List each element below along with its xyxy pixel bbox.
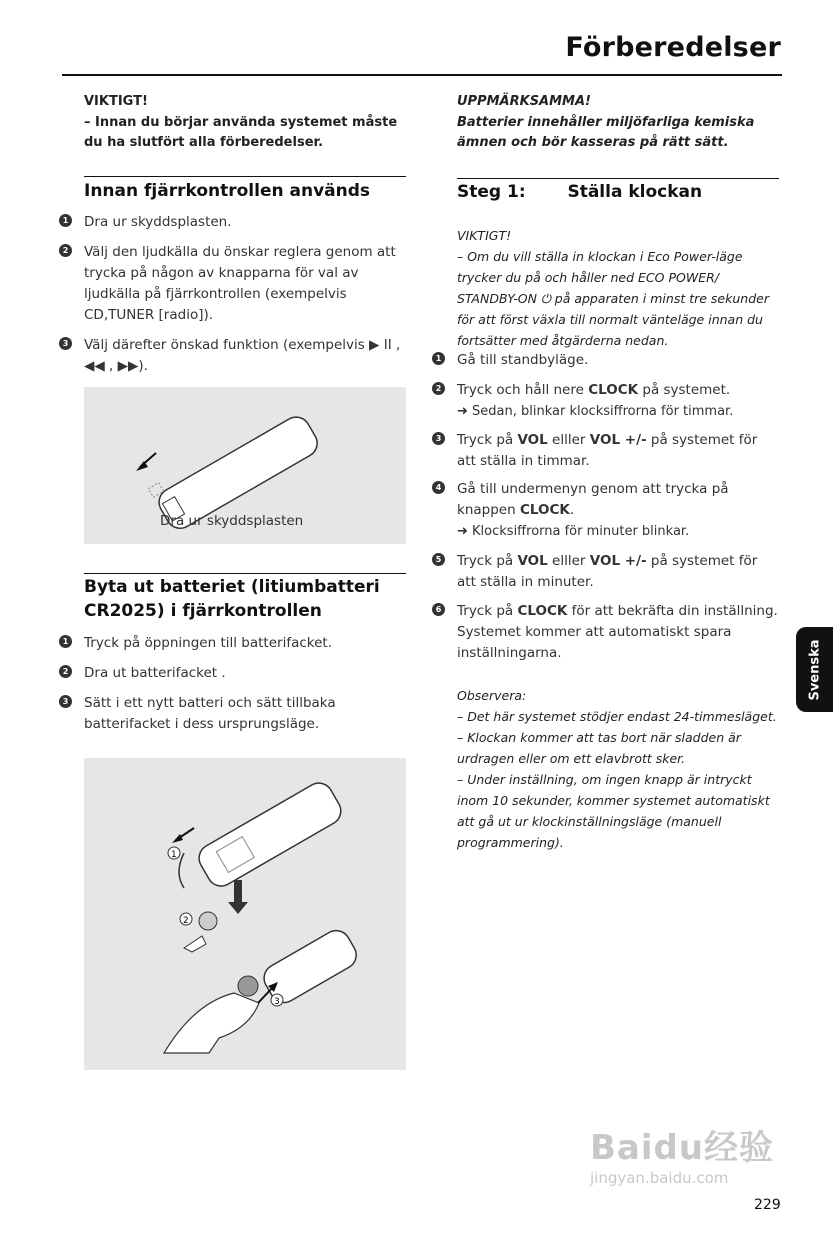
page-title: Förberedelser	[565, 32, 781, 63]
language-tab-label: Svenska	[807, 638, 822, 701]
step-result: ➜ Klocksiffrorna för minuter blinkar.	[457, 524, 690, 539]
step-text: Tryck på	[457, 432, 518, 448]
step-text: .	[569, 502, 575, 518]
step-number-2: 2	[432, 382, 445, 395]
step-text: Tryck på	[457, 603, 518, 619]
step-text: Dra ur skyddsplasten.	[84, 214, 232, 230]
step-number-2: 2	[59, 665, 72, 678]
step-label-2: 2	[183, 916, 189, 926]
important-title: VIKTIGT!	[84, 94, 148, 109]
step-text: elller	[547, 553, 590, 569]
section-title-text: Ställa klockan	[567, 182, 703, 202]
observe-item: – Klockan kommer att tas bort när sladden är urdragen eller om ett elavbrott sker.	[457, 730, 741, 766]
button-name: CLOCK	[517, 603, 568, 619]
step-text: Välj därefter önskad funktion (exempelvis ▶ II , ◀◀ , ▶▶).	[84, 337, 401, 374]
step-text: Gå till standbyläge.	[457, 352, 589, 368]
section-rule	[84, 176, 406, 177]
section-title-remote-prep: Innan fjärrkontrollen används	[84, 181, 371, 201]
step-number-4: 4	[432, 481, 445, 494]
clock-step	[457, 601, 779, 664]
clock-step	[457, 479, 779, 542]
step-label: Steg 1:	[457, 182, 526, 202]
step-result: ➜ Sedan, blinkar klocksiffrorna för timmar.	[457, 404, 734, 419]
step-number-1: 1	[59, 635, 72, 648]
section-title-clock	[457, 180, 779, 204]
caution-notice	[457, 92, 779, 154]
section-rule	[457, 178, 779, 179]
step-number-3: 3	[59, 337, 72, 350]
watermark-url: jingyan.baidu.com	[590, 1169, 729, 1187]
step-text: Välj den ljudkälla du önskar reglera genom att trycka på någon av knapparna för val av ljudkälla på fjärrkontrollen (exempelvis CD,TUNER [radio]).	[84, 244, 396, 323]
watermark-brand: Baidu经验	[590, 1128, 775, 1168]
step-text: för att bekräfta din inställning. Systemet kommer att automatiskt spara inställningarna.	[457, 603, 778, 661]
button-name: CLOCK	[519, 502, 570, 518]
step-text: Tryck på	[457, 553, 518, 569]
step-number-2: 2	[59, 244, 72, 257]
observe-item: – Det här systemet stödjer endast 24-timmesläget.	[457, 709, 777, 724]
step-label-3: 3	[274, 997, 280, 1007]
button-name: VOL +/-	[589, 432, 647, 448]
clock-step	[457, 430, 779, 472]
step-text: Sätt i ett nytt batteri och sätt tillbaka batterifacket i dess ursprungsläge.	[84, 695, 336, 732]
step-number-1: 1	[432, 352, 445, 365]
figure-caption: Dra ur skyddsplasten	[160, 513, 304, 529]
step-text: Dra ut batterifacket .	[84, 665, 226, 681]
step-number-6: 6	[432, 603, 445, 616]
step-text: Gå till undermenyn genom att trycka på knappen	[457, 481, 729, 518]
clock-step	[457, 380, 779, 422]
step-text: Tryck på öppningen till batterifacket.	[84, 635, 332, 651]
section-title-battery: Byta ut batteriet (litiumbatteri CR2025) i fjärrkontrollen	[84, 577, 380, 621]
button-name: VOL	[517, 432, 548, 448]
remote-plastic-figure	[84, 387, 406, 544]
button-name: CLOCK	[588, 382, 639, 398]
step-text: elller	[547, 432, 590, 448]
header-rule	[62, 74, 782, 76]
watermark	[590, 1120, 774, 1187]
step-label-1: 1	[171, 850, 177, 860]
step-text: på systemet för att ställa in minuter.	[457, 553, 758, 590]
step-text: på systemet.	[638, 382, 731, 398]
battery-replacement-figure	[84, 758, 406, 1070]
language-tab	[796, 627, 833, 712]
battery-illustration	[84, 758, 406, 1070]
step-number-5: 5	[432, 553, 445, 566]
step-number-3: 3	[432, 432, 445, 445]
step-number-1: 1	[59, 214, 72, 227]
clock-important-title: VIKTIGT!	[457, 228, 512, 243]
important-text: – Innan du börjar använda systemet måste du ha slutfört alla förberedelser.	[84, 114, 398, 150]
observe-notes	[457, 685, 779, 853]
section-rule	[84, 573, 406, 574]
clock-important-notice	[457, 225, 779, 351]
clock-step	[457, 350, 779, 371]
clock-important-text: – Om du vill ställa in klockan i Eco Power-läge trycker du på och håller ned ECO POWER/ STANDBY-ON ⏻ på apparaten i minst tre sekunder för att först växla till normalt vänteläge innan du fortsätter med åtgärderna nedan.	[457, 249, 769, 348]
step-text: Tryck och håll nere	[457, 382, 589, 398]
caution-text: Batterier innehåller miljöfarliga kemiska ämnen och bör kasseras på rätt sätt.	[457, 114, 755, 150]
button-name: VOL +/-	[589, 553, 647, 569]
clock-step	[457, 551, 779, 593]
caution-title: UPPMÄRKSAMMA!	[457, 94, 591, 109]
observe-item: – Under inställning, om ingen knapp är intryckt inom 10 sekunder, kommer systemet automatiskt att gå ut ur klockinställningsläge (manuell programmering).	[457, 772, 770, 850]
step-number-3: 3	[59, 695, 72, 708]
important-notice	[84, 92, 406, 154]
page-number: 229	[754, 1197, 781, 1213]
observe-title: Observera:	[457, 688, 527, 703]
step-text: på systemet för att ställa in timmar.	[457, 432, 758, 469]
button-name: VOL	[517, 553, 548, 569]
